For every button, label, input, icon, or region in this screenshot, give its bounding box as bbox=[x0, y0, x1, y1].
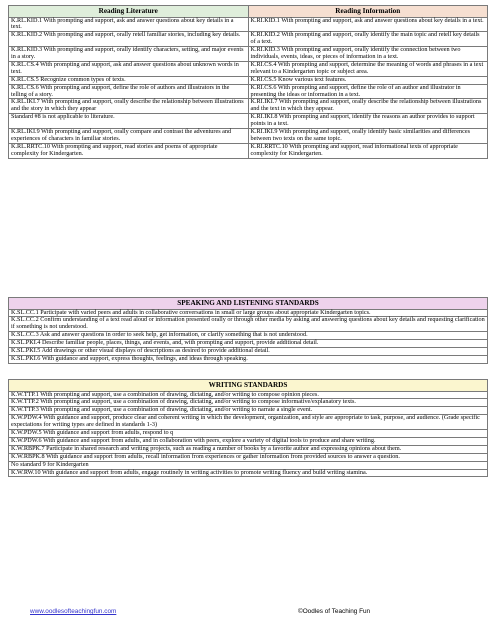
literature-standard-cell: K.RL.KID.2 With prompting and support, orally retell familiar stories, including key details. bbox=[9, 32, 249, 47]
literature-standard-cell: K.RL.KID.1 With prompting and support, ask and answer questions about key details in a text. bbox=[9, 17, 249, 32]
speaking-listening-header: SPEAKING AND LISTENING STANDARDS bbox=[9, 298, 488, 310]
information-standard-cell: K.RI.CS.4 With prompting and support, determine the meaning of words and phrases in a text relevant to a Kindergarten topic or subject area. bbox=[248, 61, 488, 76]
writing-standards-table bbox=[8, 379, 488, 477]
literature-standard-cell: K.RL.IKI.9 With prompting and support, orally compare and contrast the adventures and experiences of characters in familiar stories. bbox=[9, 129, 249, 144]
copyright-text: ©Oodles of Teaching Fun bbox=[298, 608, 371, 615]
speaking-row bbox=[9, 317, 488, 332]
literature-standard-cell: Standard #8 is not applicable to literature. bbox=[9, 114, 249, 129]
speaking-row bbox=[9, 355, 488, 363]
writing-rows bbox=[9, 391, 488, 477]
information-standard-cell: K.RI.KID.3 With prompting and support, orally identify the connection between two individuals, events, ideas, or pieces of information in a text. bbox=[248, 47, 488, 62]
writing-standard-cell: K.W.RW.10 With guidance and support from adults, engage routinely in writing activities to promote writing fluency and build writing stamina. bbox=[9, 469, 488, 477]
reading-rows bbox=[9, 17, 488, 158]
reading-row bbox=[9, 17, 488, 32]
reading-row bbox=[9, 99, 488, 114]
writing-standard-cell: No standard 9 for Kindergarten bbox=[9, 461, 488, 469]
writing-header-row bbox=[9, 380, 488, 392]
writing-row bbox=[9, 415, 488, 430]
literature-standard-cell: K.RL.CS.5 Recognize common types of texts. bbox=[9, 76, 249, 84]
speaking-standard-cell: K.SL.CC.1 Participate with varied peers and adults in collaborative conversations in small or large groups about appropriate Kindergarten topics. bbox=[9, 309, 488, 317]
information-standard-cell: K.RI.IKI.9 With prompting and support, orally identify basic similarities and differences between two texts on the same topic. bbox=[248, 129, 488, 144]
speaking-listening-table bbox=[8, 297, 488, 364]
writing-standard-cell: K.W.RBPK.8 With guidance and support from adults, recall information from experiences or gather information from provided sources to answer a question. bbox=[9, 453, 488, 461]
speaking-rows bbox=[9, 309, 488, 363]
writing-standard-cell: K.W.PDW.5 With guidance and support from adults, respond to q bbox=[9, 430, 488, 438]
information-standard-cell: K.RI.IKI.7 With prompting and support, orally describe the relationship between illustrations and the text in which they appear. bbox=[248, 99, 488, 114]
speaking-standard-cell: K.SL.PKI.4 Describe familiar people, places, things, and events, and, with prompting and support, provide additional detail. bbox=[9, 340, 488, 348]
literature-standard-cell: K.RL.RRTC.10 With prompting and support, read stories and poems of appropriate complexity for Kindergarten. bbox=[9, 143, 249, 158]
reading-row bbox=[9, 32, 488, 47]
speaking-standard-cell: K.SL.PKI.5 Add drawings or other visual displays of descriptions as desired to provide additional detail. bbox=[9, 348, 488, 356]
reading-row bbox=[9, 143, 488, 158]
reading-row bbox=[9, 47, 488, 62]
writing-standard-cell: K.W.RBPK.7 Participate in shared research and writing projects, such as reading a number of books by a favorite author and expressing opinions about them. bbox=[9, 445, 488, 453]
speaking-standard-cell: K.SL.CC.2 Confirm understanding of a text read aloud or information presented orally or through other media by asking and answering questions about key details and requesting clarification if something is not understood. bbox=[9, 317, 488, 332]
writing-standard-cell: K.W.PDW.4 With guidance and support, produce clear and coherent writing in which the development, organization, and style are appropriate to task, purpose, and audience. (Grade specific expectations for writing types are defined in standards 1-3) bbox=[9, 415, 488, 430]
writing-row bbox=[9, 461, 488, 469]
reading-row bbox=[9, 76, 488, 84]
information-standard-cell: K.RI.IKI.8 With prompting and support, identify the reasons an author provides to support points in a text. bbox=[248, 114, 488, 129]
speaking-standard-cell: K.SL.PKI.6 With guidance and support, express thoughts, feelings, and ideas through speaking. bbox=[9, 355, 488, 363]
reading-information-header: Reading Information bbox=[248, 6, 488, 18]
speaking-standard-cell: K.SL.CC.3 Ask and answer questions in order to seek help, get information, or clarify something that is not understood. bbox=[9, 332, 488, 340]
speaking-header-row bbox=[9, 298, 488, 310]
information-standard-cell: K.RI.KID.1 With prompting and support, ask and answer questions about key details in a text. bbox=[248, 17, 488, 32]
writing-row bbox=[9, 453, 488, 461]
writing-standard-cell: K.W.PDW.6 With guidance and support from adults, and in collaboration with peers, explore a variety of digital tools to produce and share writing. bbox=[9, 437, 488, 445]
writing-standard-cell: K.W.TTP.2 With prompting and support, use a combination of drawing, dictating, and/or writing to compose informative/explanatory texts. bbox=[9, 399, 488, 407]
reading-row bbox=[9, 129, 488, 144]
information-standard-cell: K.RI.RRTC.10 With prompting and support, read informational texts of appropriate complexity for Kindergarten. bbox=[248, 143, 488, 158]
information-standard-cell: K.RI.CS.5 Know various text features. bbox=[248, 76, 488, 84]
information-standard-cell: K.RI.CS.6 With prompting and support, define the role of an author and illustrator in presenting the ideas or information in a text. bbox=[248, 84, 488, 99]
reading-standards-table bbox=[8, 5, 488, 159]
writing-standard-cell: K.W.TTP.1 With prompting and support, use a combination of drawing, dictating, and/or writing to compose opinion pieces. bbox=[9, 391, 488, 399]
literature-standard-cell: K.RL.CS.4 With prompting and support, ask and answer questions about unknown words in text. bbox=[9, 61, 249, 76]
website-link[interactable]: www.oodlesofteachingfun.com bbox=[30, 608, 117, 615]
reading-row bbox=[9, 114, 488, 129]
reading-row bbox=[9, 84, 488, 99]
reading-header-row bbox=[9, 6, 488, 18]
reading-literature-header: Reading Literature bbox=[9, 6, 249, 18]
literature-standard-cell: K.RL.IKI.7 With prompting and support, orally describe the relationship between illustrations and the story in which they appear bbox=[9, 99, 249, 114]
writing-standard-cell: K.W.TTP.3 With prompting and support, use a combination of drawing, dictating, and/or writing to narrate a single event. bbox=[9, 407, 488, 415]
literature-standard-cell: K.RL.KID.3 With prompting and support, orally identify characters, setting, and major events in a story. bbox=[9, 47, 249, 62]
writing-header: WRITING STANDARDS bbox=[9, 380, 488, 392]
reading-row bbox=[9, 61, 488, 76]
literature-standard-cell: K.RL.CS.6 With prompting and support, define the role of authors and illustrators in the telling of a story. bbox=[9, 84, 249, 99]
writing-row bbox=[9, 469, 488, 477]
information-standard-cell: K.RI.KID.2 With prompting and support, orally identify the main topic and retell key details of a text. bbox=[248, 32, 488, 47]
